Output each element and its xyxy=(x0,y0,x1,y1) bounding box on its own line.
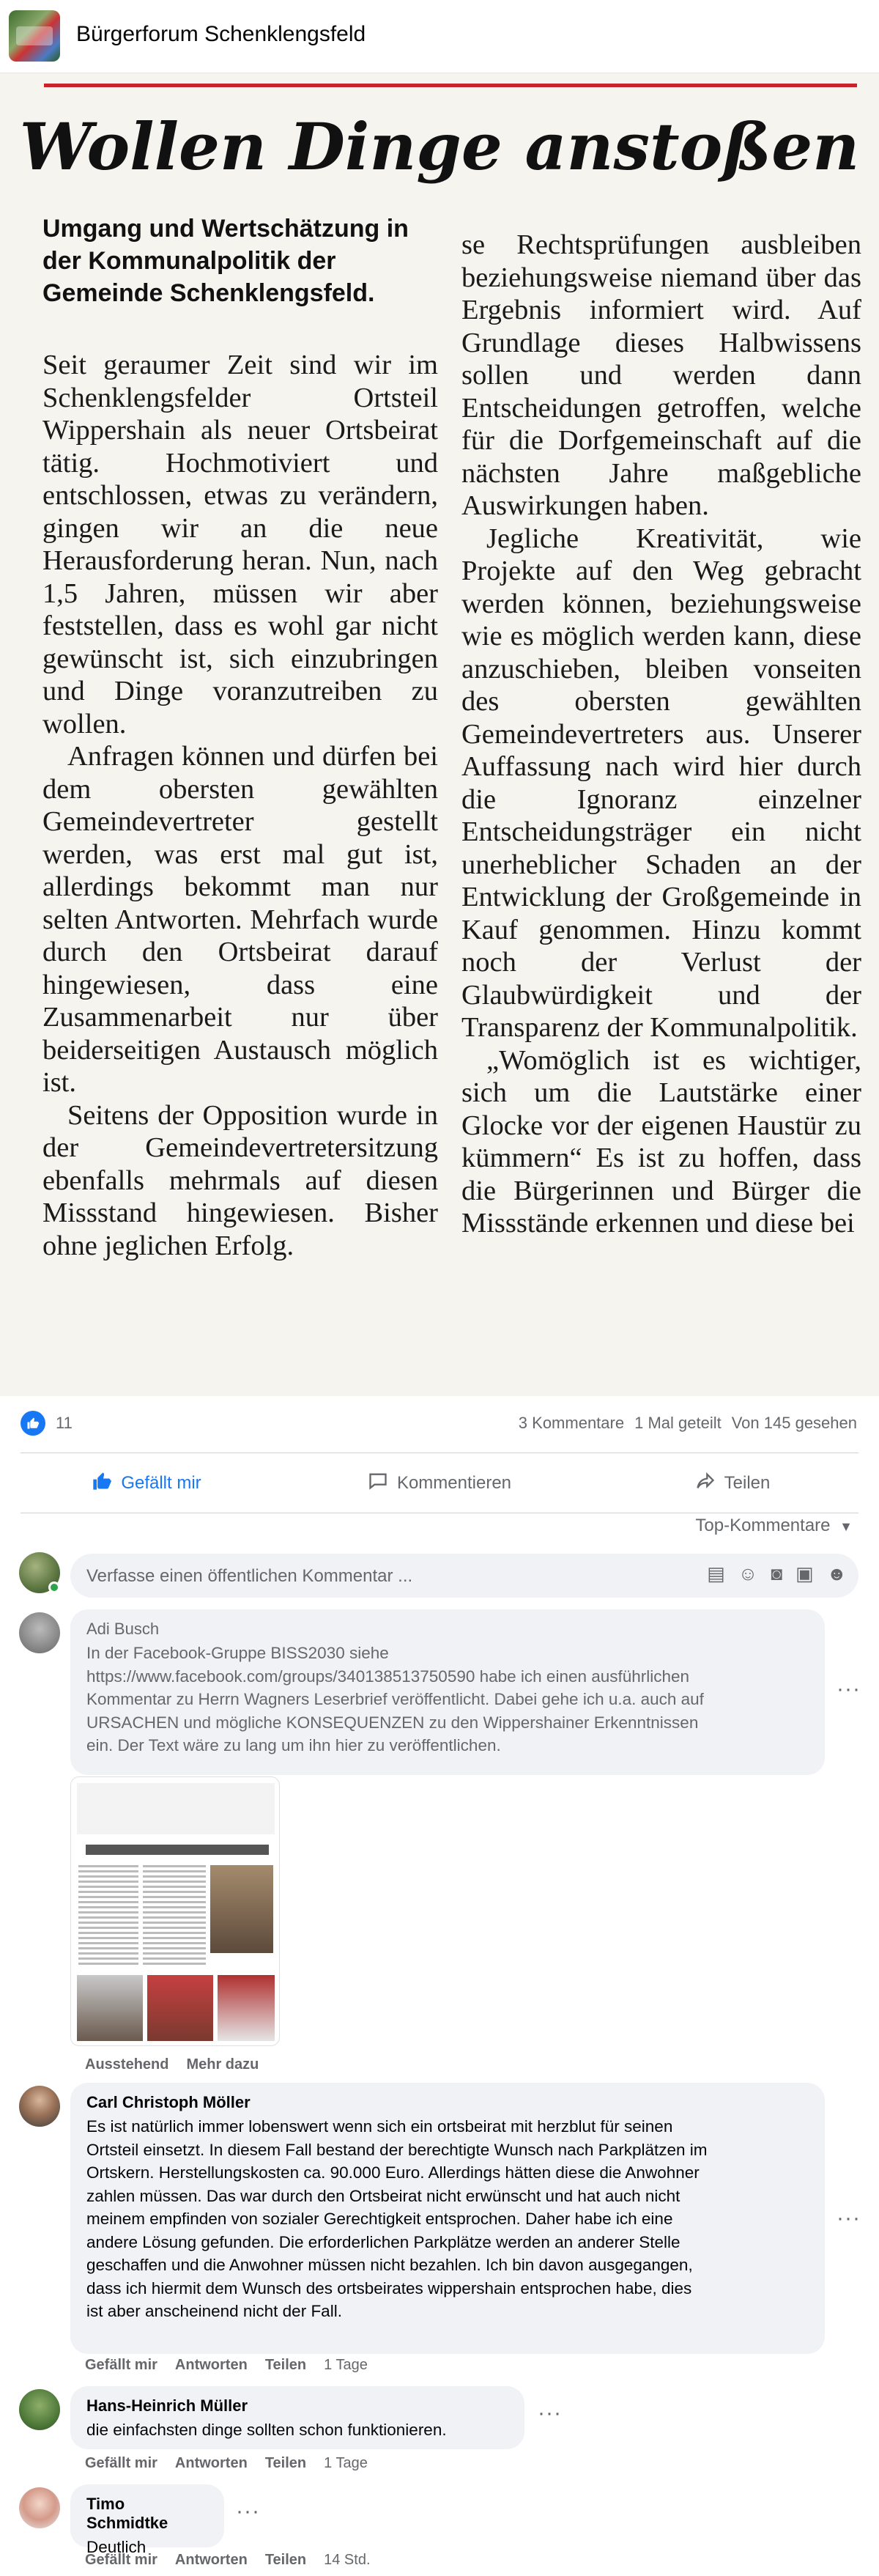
newspaper-article-image[interactable] xyxy=(0,73,879,1396)
article-paragraph: se Rechtsprüfungen ausbleiben beziehungsweise niemand über das Ergebnis informiert wird. Auf Grundlage dieses Halbwissens sollen und werden dann Entscheidungen getroffen, welche für die Dorfgemeinschaft auf die nächsten Jahre maßgebliche Auswirkungen haben. xyxy=(461,229,861,521)
attachment-photo xyxy=(77,1975,143,2041)
comment-bubble xyxy=(70,2484,224,2556)
like-button-label: Gefällt mir xyxy=(121,1473,201,1493)
article-paragraph: Seit geraumer Zeit sind wir im Schenklengsfelder Ortsteil Wippershain als neuer Ortsbeirat tätig. Hochmotiviert und entschlossen, etwas zu verändern, gingen wir an die neue Herausforderung heran. Nun, nach 1,5 Jahren, müssen wir aber feststellen, dass es wohl gar nicht gewünscht ist, sich einzubringen und Dinge voranzutreiben zu wollen. xyxy=(42,350,438,739)
article-lead: Umgang und Wertschätzung in der Kommunalpolitik der Gemeinde Schenklengsfeld. xyxy=(42,215,409,307)
comments-count[interactable]: 3 Kommentare xyxy=(518,1414,625,1432)
comment-sort-dropdown[interactable] xyxy=(695,1516,853,1536)
comment-share-link[interactable]: Teilen xyxy=(264,2357,307,2373)
comment-author[interactable]: Carl Christoph Möller xyxy=(86,2093,251,2111)
comment-options-icon[interactable]: ··· xyxy=(236,2499,260,2523)
like-count[interactable]: 11 xyxy=(56,1414,73,1432)
comment-input-placeholder: Verfasse einen öffentlichen Kommentar ... xyxy=(86,1566,413,1586)
shares-count[interactable]: 1 Mal geteilt xyxy=(634,1414,722,1432)
thumbs-up-icon xyxy=(92,1471,112,1496)
comment-author[interactable]: Adi Busch xyxy=(86,1620,160,1638)
attachment-photo xyxy=(147,1975,213,2041)
attachment-headline xyxy=(86,1845,269,1855)
like-button[interactable] xyxy=(0,1454,293,1513)
views-count: Von 145 gesehen xyxy=(731,1414,857,1432)
headline-rule xyxy=(44,84,857,87)
comment-reply-link[interactable]: Antworten xyxy=(174,2455,248,2471)
avatar[interactable] xyxy=(19,2487,60,2528)
comment-button-label: Kommentieren xyxy=(396,1473,512,1493)
avatar[interactable] xyxy=(19,2389,60,2430)
gif-icon[interactable]: ▣ xyxy=(795,1562,814,1584)
speech-bubble-icon xyxy=(368,1471,388,1496)
camera-icon[interactable]: ◙ xyxy=(771,1562,783,1584)
group-name[interactable]: Bürgerforum Schenklengsfeld xyxy=(76,22,366,46)
comment-meta xyxy=(85,2455,368,2472)
article-paragraph: Anfragen können und dürfen bei dem obersten gewählten Gemeindevertreter gestellt werden, was erst mal gut ist, allerdings bekommt man nur selten Antworten. Mehrfach wurde durch den Ortsbeirat darauf hingewiesen, dass eine Zusammenarbeit nur über beiderseitigen Austausch möglich ist. xyxy=(42,741,438,1098)
comment-like-link[interactable]: Gefällt mir xyxy=(85,2357,157,2373)
comment-meta xyxy=(85,2552,371,2569)
attachment-text-block xyxy=(143,1865,206,1968)
article-headline: Wollen Dinge anstoßen xyxy=(19,108,860,185)
comment-timestamp[interactable]: 1 Tage xyxy=(324,2357,368,2373)
comment-like-link[interactable]: Gefällt mir xyxy=(85,2455,157,2471)
comment-text: die einfachsten dinge sollten schon funktionieren. xyxy=(86,2421,447,2439)
article-paragraph: Jegliche Kreativität, wie Projekte auf den Weg gebracht werden können, beziehungsweise wie es möglich werden kann, diese anzuschieben, bleiben vonseiten des obersten gewählten Gemeindevertreters aus. Unserer Auffassung nach wird hier durch die Ignoranz einzelner Entscheidungsträger ein nicht unerheblicher Schaden an der Entwicklung der Großgemeinde in Kauf genommen. Hinzu kommt noch der Verlust der Glaubwürdigkeit und der Transparenz der Kommunalpolitik. xyxy=(461,523,861,1043)
comment-button[interactable] xyxy=(293,1454,586,1513)
post-header xyxy=(0,0,879,73)
avatar-sticker-icon[interactable]: ☻ xyxy=(826,1562,847,1584)
group-avatar[interactable] xyxy=(9,10,60,62)
avatar[interactable] xyxy=(19,2086,60,2127)
comment-meta xyxy=(85,2357,368,2374)
comment-reply-link[interactable]: Antworten xyxy=(174,2357,248,2373)
comment-timestamp[interactable]: 14 Std. xyxy=(324,2552,371,2568)
comment-bubble xyxy=(70,2386,524,2449)
comment-composer[interactable] xyxy=(70,1554,858,1598)
comment-timestamp[interactable]: 1 Tage xyxy=(324,2455,368,2471)
pending-status: Ausstehend xyxy=(85,2056,169,2073)
more-info-link[interactable]: Mehr dazu xyxy=(186,2056,259,2073)
comment-text: In der Facebook-Gruppe BISS2030 siehe https://www.facebook.com/groups/340138513750590 habe ich einen ausführlichen Kommentar zu Herrn Wagners Leserbrief veröffentlicht. Dabei gehe ich u.a. auch auf URSACHEN und mögliche KONSEQUENZEN zu den Wippershainer Erkenntnissen ein. Der Text wäre zu lang um ihn hier zu veröffentlichen. xyxy=(86,1644,704,1754)
share-arrow-icon xyxy=(695,1471,716,1496)
attachment-photo xyxy=(210,1865,273,1953)
comment-options-icon[interactable]: ··· xyxy=(837,1677,861,1701)
composer-tools xyxy=(707,1562,847,1585)
share-button[interactable] xyxy=(586,1454,879,1513)
comment-reply-link[interactable]: Antworten xyxy=(174,2552,248,2568)
like-reaction-icon[interactable] xyxy=(21,1411,45,1436)
comment-options-icon[interactable]: ··· xyxy=(837,2206,861,2230)
article-right-column xyxy=(461,229,861,1240)
comment-text: Deutlich xyxy=(86,2538,146,2556)
comment-author[interactable]: Timo Schmidtke xyxy=(86,2495,168,2532)
comment-share-link[interactable]: Teilen xyxy=(264,2552,307,2568)
sort-label: Top-Kommentare xyxy=(695,1516,831,1535)
chevron-down-icon: ▼ xyxy=(839,1519,853,1534)
comment-like-link[interactable]: Gefällt mir xyxy=(85,2552,157,2568)
attachment-photo xyxy=(218,1975,275,2041)
comment-attachment-image[interactable] xyxy=(70,1776,280,2046)
emoji-icon[interactable]: ☺ xyxy=(738,1562,758,1584)
article-left-column xyxy=(42,213,438,1262)
avatar[interactable] xyxy=(19,1612,60,1653)
post-actions xyxy=(0,1454,879,1513)
comment-text: Es ist natürlich immer lobenswert wenn sich ein ortsbeirat mit herzblut für seinen Ortsteil einsetzt. In diesem Fall bestand der berechtigte Wunsch nach Parkplätzen im Ortskern. Herstellungskosten ca. 90.000 Euro. Allerdings hätten diese die Anwohner zahlen müssen. Das war durch den Ortsbeirat nicht erwünscht und hat auch nicht meinem empfinden von sozialer Gerechtigkeit entsprochen. Daher habe ich eine andere Lösung gefunden. Die erforderlichen Parkplätze werden an anderer Stelle geschaffen und die Anwohner müssen nicht bezahlen. Ich bin davon ausgegangen, dass ich hiermit dem Wunsch des ortsbeirates wippershain entsprochen habe, dies ist aber anscheinend nicht der Fall. xyxy=(86,2117,708,2320)
article-paragraph: Seitens der Opposition wurde in der Gemeindevertretersitzung ebenfalls mehrmals auf diesen Missstand hingewiesen. Bisher ohne jeglichen Erfolg. xyxy=(42,1099,438,1261)
article-paragraph: „Womöglich ist es wichtiger, sich um die Lautstärke einer Glocke vor der eigenen Haustür zu kümmern“ Es ist zu hoffen, dass die Bürgerinnen und Bürger die Missstände erkennen und diese bei xyxy=(461,1044,861,1239)
comment-author[interactable]: Hans-Heinrich Müller xyxy=(86,2396,248,2415)
comment-share-link[interactable]: Teilen xyxy=(264,2455,307,2471)
attachment-header xyxy=(77,1783,275,1834)
comment-meta xyxy=(85,2056,259,2073)
post-stats xyxy=(519,1414,857,1433)
attachment-text-block xyxy=(78,1865,138,1968)
share-button-label: Teilen xyxy=(724,1473,771,1493)
comment-options-icon[interactable]: ··· xyxy=(538,2401,562,2425)
sticker-icon[interactable]: ▤ xyxy=(707,1562,725,1584)
online-status-icon xyxy=(48,1582,60,1593)
comment-bubble xyxy=(70,2083,825,2354)
reactions-bar xyxy=(0,1396,879,1452)
comment-bubble xyxy=(70,1609,825,1775)
